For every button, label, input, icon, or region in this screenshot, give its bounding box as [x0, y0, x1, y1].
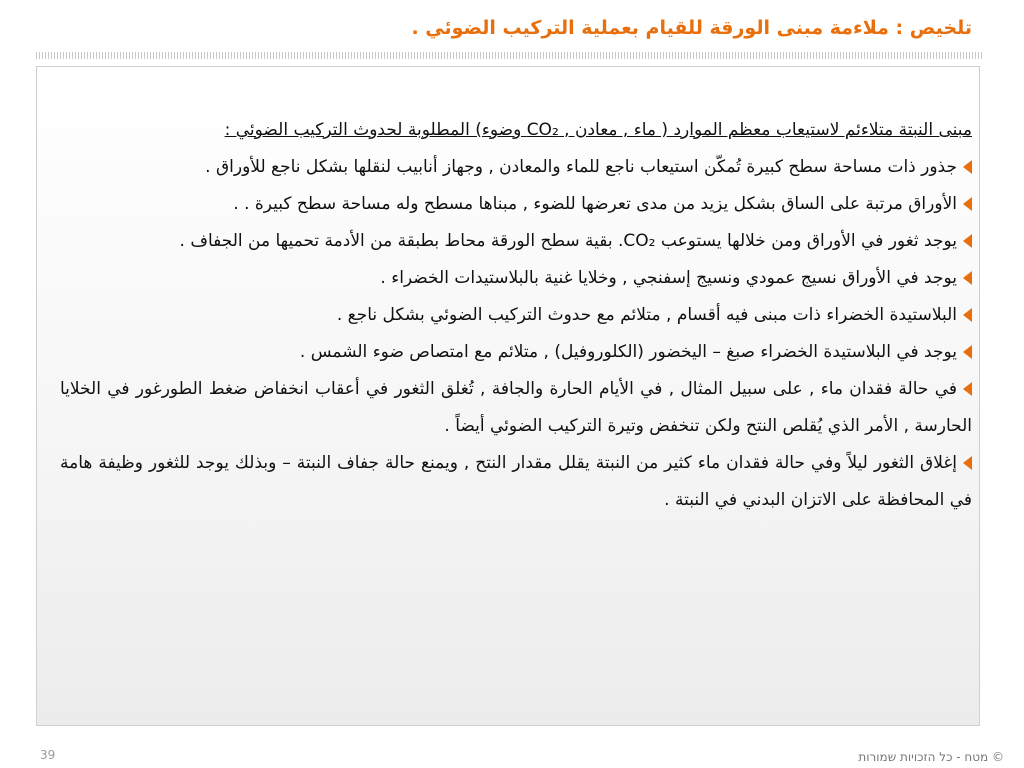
- page-number: 39: [40, 748, 56, 762]
- title-divider: [36, 52, 984, 59]
- bullet-arrow-icon: [963, 345, 972, 359]
- bullet-text: إغلاق الثغور ليلاً وفي حالة فقدان ماء كثير من النبتة يقلل مقدار النتح , ويمنع حالة جفاف النبتة – وبذلك يوجد للثغور وظيفة هامة في المحافظة على الاتزان البدني في النبتة .: [60, 453, 972, 510]
- bullet-text: البلاستيدة الخضراء ذات مبنى فيه أقسام , متلائم مع حدوث التركيب الضوئي بشكل ناجع .: [336, 305, 957, 325]
- bullet-arrow-icon: [963, 382, 972, 396]
- list-item: [60, 334, 972, 371]
- list-item: [60, 186, 972, 223]
- bullet-list: [60, 149, 972, 519]
- bullet-arrow-icon: [963, 308, 972, 322]
- copyright-notice: © מטח - כל הזכויות שמורות: [858, 750, 1004, 764]
- bullet-text: الأوراق مرتبة على الساق بشكل يزيد من مدى تعرضها للضوء , مبناها مسطح وله مساحة سطح كبيرة . .: [233, 194, 957, 214]
- list-item: [60, 445, 972, 519]
- page-title: تلخيص : ملاءمة مبنى الورقة للقيام بعملية التركيب الضوئي .: [411, 17, 972, 39]
- bullet-text: في حالة فقدان ماء , على سبيل المثال , في الأيام الحارة والجافة , تُغلق الثغور في أعقاب انخفاض ضغط الطورغور في الخلايا الحارسة , الأمر الذي يُقلص النتح ولكن تنخفض وتيرة التركيب الضوئي أيضاً .: [60, 379, 972, 436]
- bullet-arrow-icon: [963, 197, 972, 211]
- summary-content: [60, 112, 972, 519]
- list-item: [60, 371, 972, 445]
- intro-sentence: مبنى النبتة متلاءئم لاستيعاب معظم الموارد ( ماء , معادن , CO₂ وضوء) المطلوبة لحدوث التركيب الضوئي :: [224, 120, 972, 140]
- bullet-arrow-icon: [963, 271, 972, 285]
- bullet-arrow-icon: [963, 456, 972, 470]
- list-item: [60, 149, 972, 186]
- bullet-text: يوجد ثغور في الأوراق ومن خلالها يستوعب CO₂. بقية سطح الورقة محاط بطبقة من الأدمة تحميها من الجفاف .: [179, 231, 957, 251]
- bullet-text: يوجد في الأوراق نسيج عمودي ونسيج إسفنجي , وخلايا غنية بالبلاستيدات الخضراء .: [380, 268, 957, 288]
- bullet-arrow-icon: [963, 160, 972, 174]
- list-item: [60, 297, 972, 334]
- list-item: [60, 260, 972, 297]
- bullet-text: جذور ذات مساحة سطح كبيرة تُمكّن استيعاب ناجع للماء والمعادن , وجهاز أنابيب لنقلها بشكل ناجع للأوراق .: [205, 157, 957, 177]
- bullet-arrow-icon: [963, 234, 972, 248]
- list-item: [60, 223, 972, 260]
- bullet-text: يوجد في البلاستيدة الخضراء صبغ – اليخضور (الكلوروفيل) , متلائم مع امتصاص ضوء الشمس .: [299, 342, 957, 362]
